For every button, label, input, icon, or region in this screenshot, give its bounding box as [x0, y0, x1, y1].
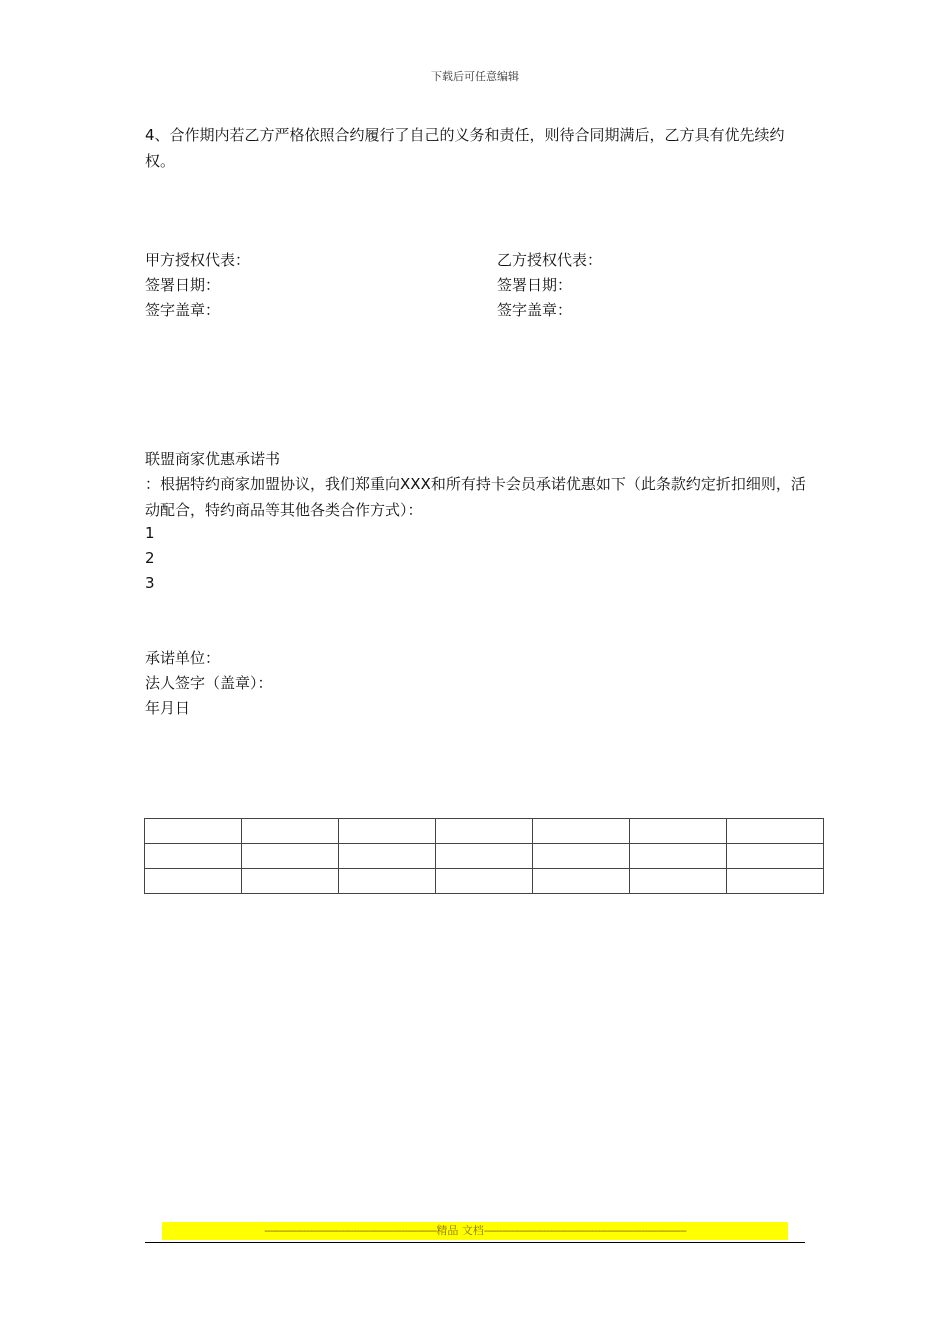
- table-cell: [339, 844, 436, 869]
- table-cell: [630, 869, 727, 894]
- party-a-seal: 签字盖章：: [145, 301, 221, 319]
- table-row: [145, 869, 824, 894]
- footer-band: [162, 1222, 788, 1240]
- table-cell: [436, 844, 533, 869]
- clause-4: 4、合作期内若乙方严格依照合约履行了自己的义务和责任，则待合同期满后，乙方具有优先续约权。: [145, 126, 785, 170]
- commitment-item-3: 3: [145, 574, 155, 592]
- commitment-unit: 承诺单位：: [145, 649, 221, 667]
- table-cell: [436, 819, 533, 844]
- table-cell: [242, 869, 339, 894]
- table-cell: [145, 869, 242, 894]
- commitment-body: ：根据特约商家加盟协议，我们郑重向XXX和所有持卡会员承诺优惠如下（此条款约定折扣细则，活动配合，特约商品等其他各类合作方式）：: [145, 475, 806, 519]
- footer-right-dashes: --------------------------------------------------------------------: [483, 1224, 686, 1237]
- table-cell: [145, 844, 242, 869]
- table-cell: [145, 819, 242, 844]
- table-cell: [339, 869, 436, 894]
- table-cell: [339, 819, 436, 844]
- commitment-item-2: 2: [145, 549, 155, 567]
- table-cell: [630, 819, 727, 844]
- commitment-date: 年月日: [145, 699, 191, 717]
- party-a-rep: 甲方授权代表：: [145, 251, 251, 269]
- table-cell: [533, 869, 630, 894]
- table-row: [145, 844, 824, 869]
- table-cell: [630, 844, 727, 869]
- table-cell: [727, 819, 824, 844]
- table-row: [145, 819, 824, 844]
- page-header: 下载后可任意编辑: [431, 70, 519, 83]
- table-cell: [242, 819, 339, 844]
- table-cell: [727, 844, 824, 869]
- table-cell: [727, 869, 824, 894]
- table-cell: [436, 869, 533, 894]
- commitment-title: 联盟商家优惠承诺书: [145, 450, 281, 468]
- party-b-seal: 签字盖章：: [497, 301, 573, 319]
- footer-left-dashes: ----------------------------------------------------------: [264, 1224, 437, 1237]
- footer-label: 精品 文档: [436, 1224, 484, 1237]
- table-cell: [242, 844, 339, 869]
- footer-rule: [145, 1242, 805, 1243]
- legal-signature: 法人签字（盖章）：: [145, 674, 273, 692]
- party-a-date: 签署日期：: [145, 276, 221, 294]
- table-cell: [533, 819, 630, 844]
- party-b-rep: 乙方授权代表：: [497, 251, 603, 269]
- party-b-date: 签署日期：: [497, 276, 573, 294]
- blank-table: [144, 818, 824, 894]
- table-cell: [533, 844, 630, 869]
- commitment-item-1: 1: [145, 524, 155, 542]
